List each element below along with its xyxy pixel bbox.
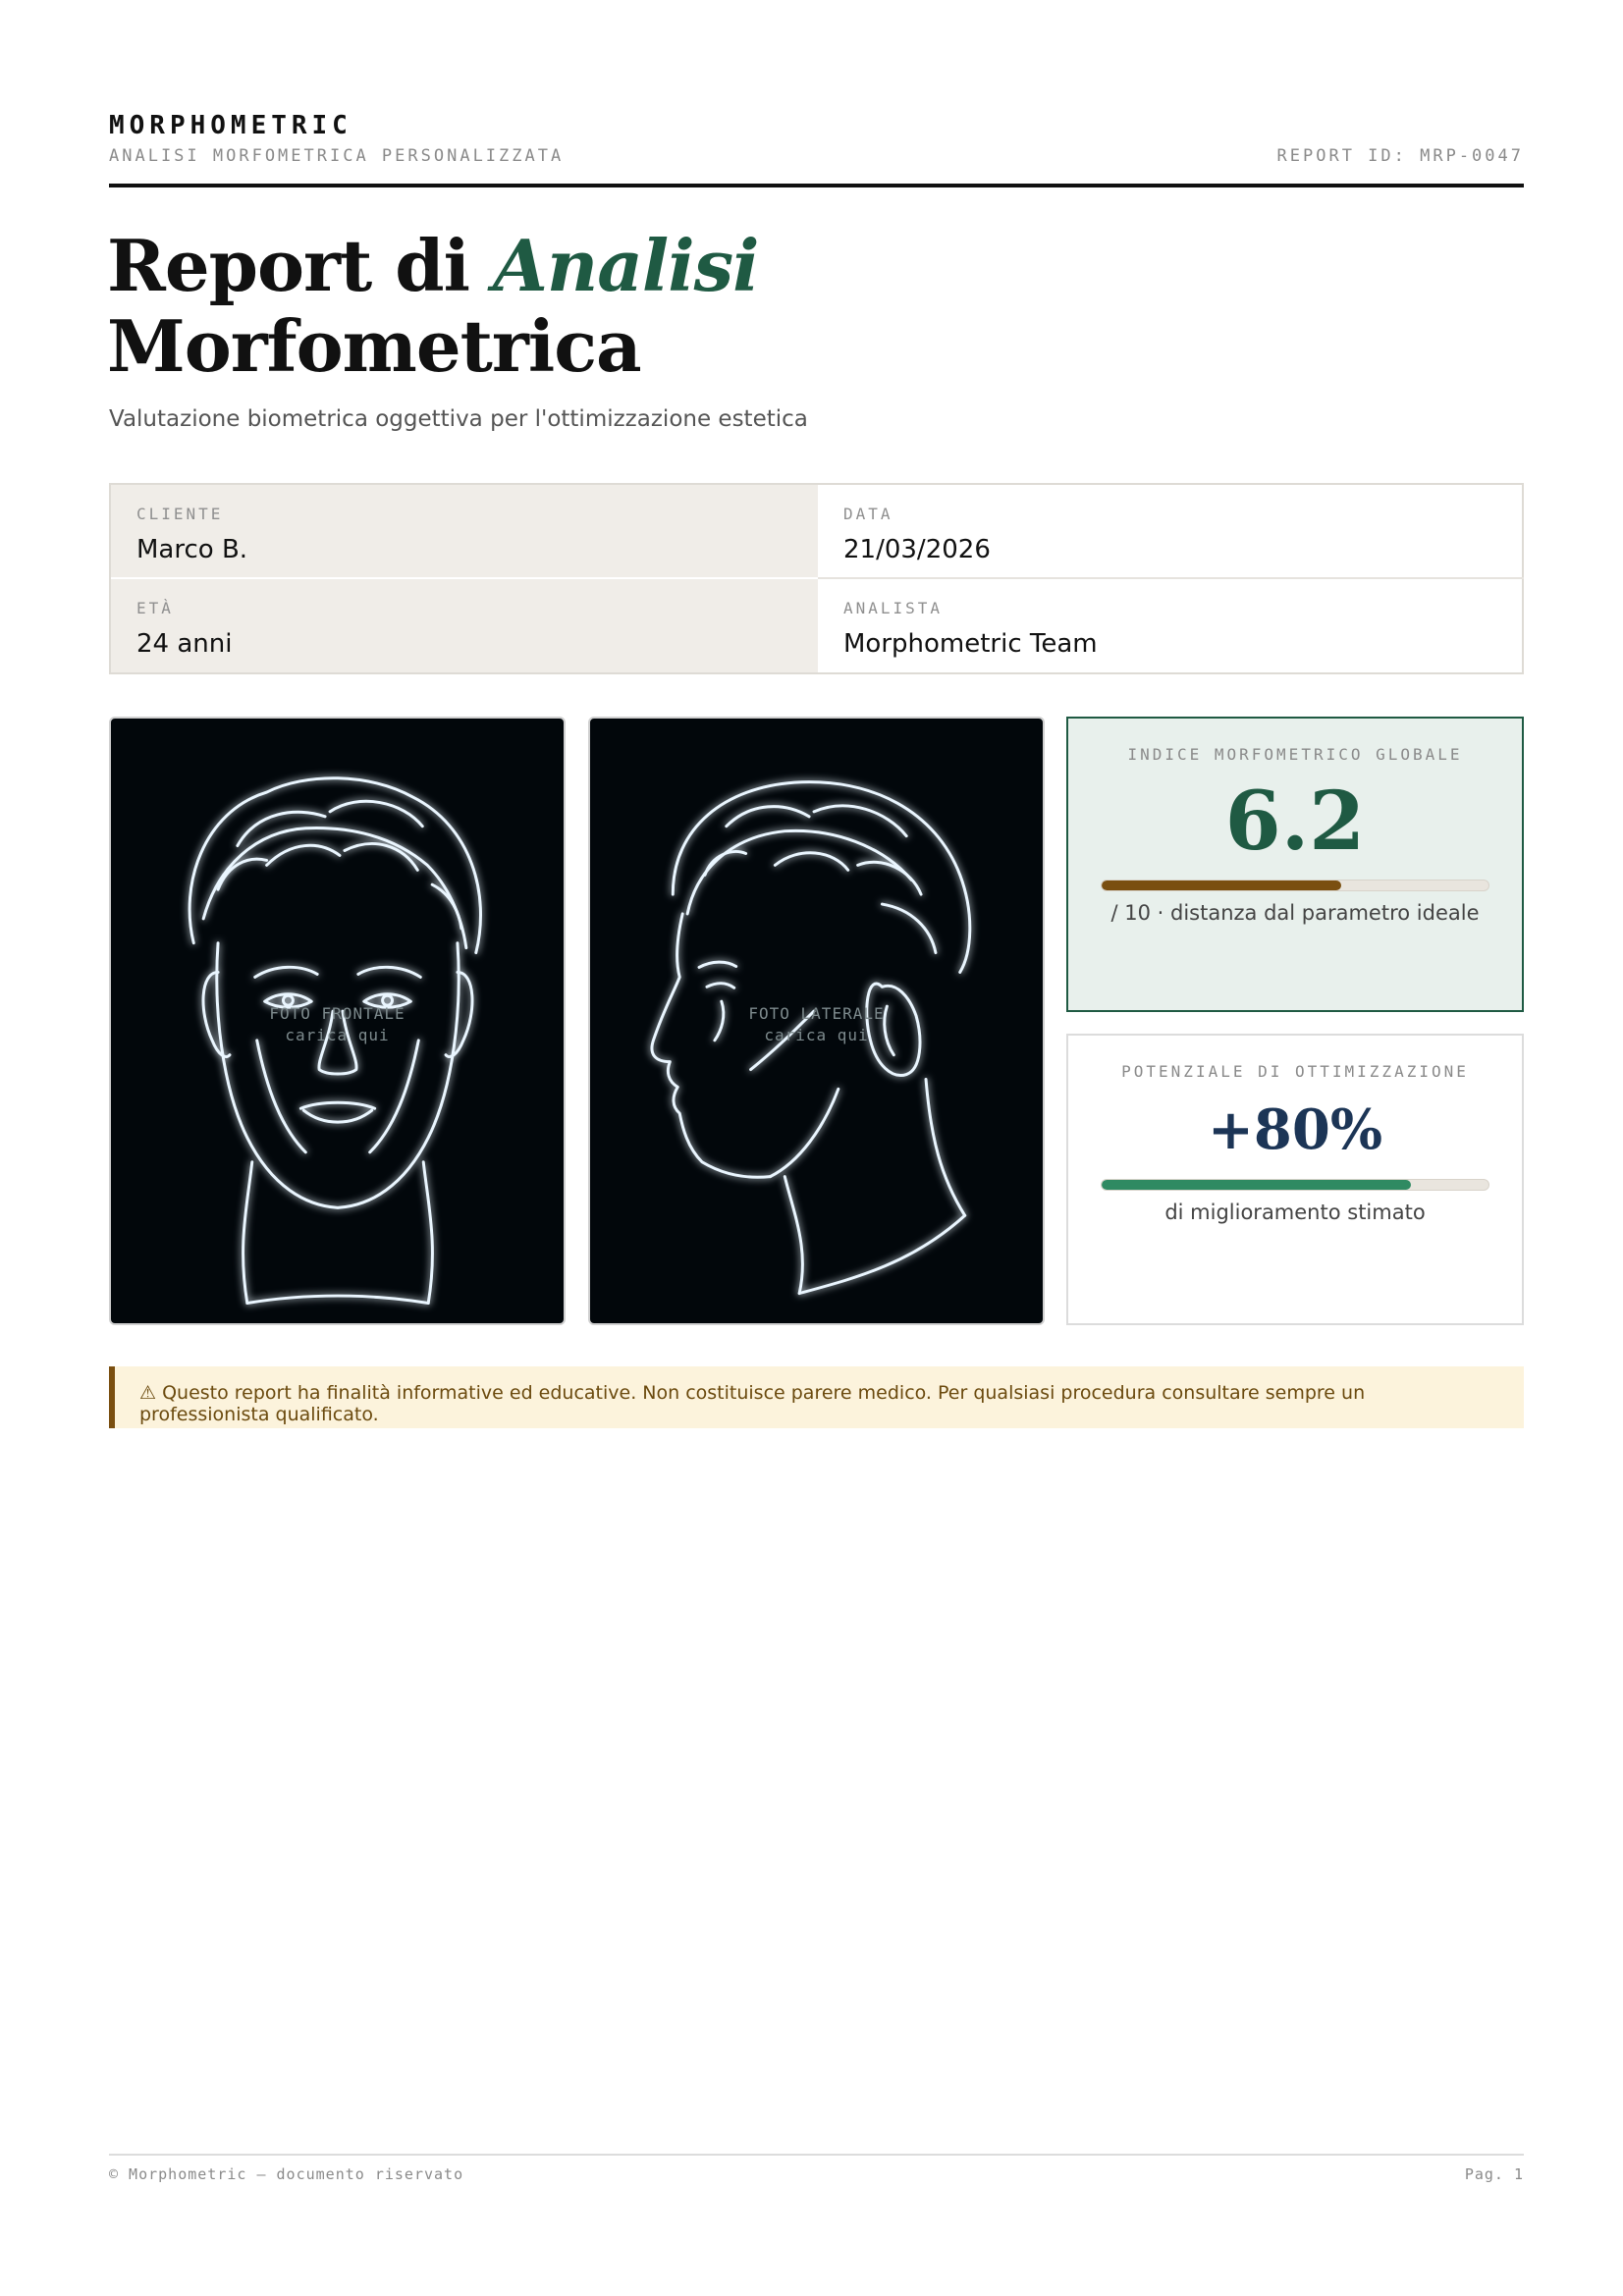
page-title bbox=[107, 226, 758, 387]
title-part2: Morfometrica bbox=[107, 304, 641, 388]
info-label: CLIENTE bbox=[136, 505, 224, 523]
brand-subtitle: ANALISI MORFOMETRICA PERSONALIZZATA bbox=[109, 146, 565, 166]
info-label: ETÀ bbox=[136, 599, 174, 617]
potential-bar bbox=[1101, 1179, 1489, 1191]
info-cell-analista bbox=[818, 579, 1524, 672]
global-index-value: 6.2 bbox=[1224, 774, 1366, 869]
potential-note: di miglioramento stimato bbox=[1164, 1201, 1426, 1224]
info-value: 21/03/2026 bbox=[843, 535, 991, 564]
global-index-card bbox=[1066, 717, 1524, 1012]
info-label: ANALISTA bbox=[843, 599, 944, 617]
side-caption-line1: FOTO LATERALE bbox=[748, 1004, 885, 1023]
report-id: REPORT ID: MRP-0047 bbox=[1276, 146, 1524, 166]
front-caption-line1: FOTO FRONTALE bbox=[269, 1004, 406, 1023]
info-value: 24 anni bbox=[136, 629, 233, 659]
side-photo-caption bbox=[590, 1003, 1043, 1046]
page-number: Pag. 1 bbox=[1464, 2165, 1524, 2183]
optimization-potential-card bbox=[1066, 1034, 1524, 1325]
potential-value: +80% bbox=[1207, 1097, 1383, 1162]
global-index-bar-fill bbox=[1102, 881, 1341, 890]
info-cell-cliente bbox=[111, 485, 818, 579]
info-cell-eta bbox=[111, 579, 818, 672]
global-index-bar bbox=[1101, 880, 1489, 891]
info-label: DATA bbox=[843, 505, 893, 523]
client-info-table bbox=[109, 483, 1524, 674]
page-subtitle: Valutazione biometrica oggettiva per l'ottimizzazione estetica bbox=[109, 406, 808, 432]
info-value: Morphometric Team bbox=[843, 629, 1098, 659]
side-photo-upload[interactable] bbox=[588, 717, 1045, 1325]
header-divider bbox=[109, 184, 1524, 187]
global-index-note: / 10 · distanza dal parametro ideale bbox=[1110, 901, 1480, 925]
footer-divider bbox=[109, 2154, 1524, 2156]
title-accent: Analisi bbox=[493, 224, 759, 307]
footer-copyright: © Morphometric — documento riservato bbox=[109, 2165, 464, 2183]
title-part1: Report di bbox=[107, 224, 494, 307]
potential-bar-fill bbox=[1102, 1180, 1411, 1190]
info-value: Marco B. bbox=[136, 535, 248, 564]
global-index-label: INDICE MORFOMETRICO GLOBALE bbox=[1127, 745, 1463, 764]
potential-label: POTENZIALE DI OTTIMIZZAZIONE bbox=[1121, 1062, 1469, 1081]
front-photo-caption bbox=[111, 1003, 564, 1046]
brand-name: MORPHOMETRIC bbox=[109, 111, 352, 140]
side-caption-line2: carica qui bbox=[764, 1026, 869, 1044]
disclaimer-notice: ⚠ Questo report ha finalità informative ed educative. Non costituisce parere medico. Per qualsiasi procedura consultare sempre un professionista qualificato. bbox=[109, 1366, 1524, 1428]
info-cell-data bbox=[818, 485, 1524, 579]
front-caption-line2: carica qui bbox=[285, 1026, 390, 1044]
front-photo-upload[interactable] bbox=[109, 717, 566, 1325]
